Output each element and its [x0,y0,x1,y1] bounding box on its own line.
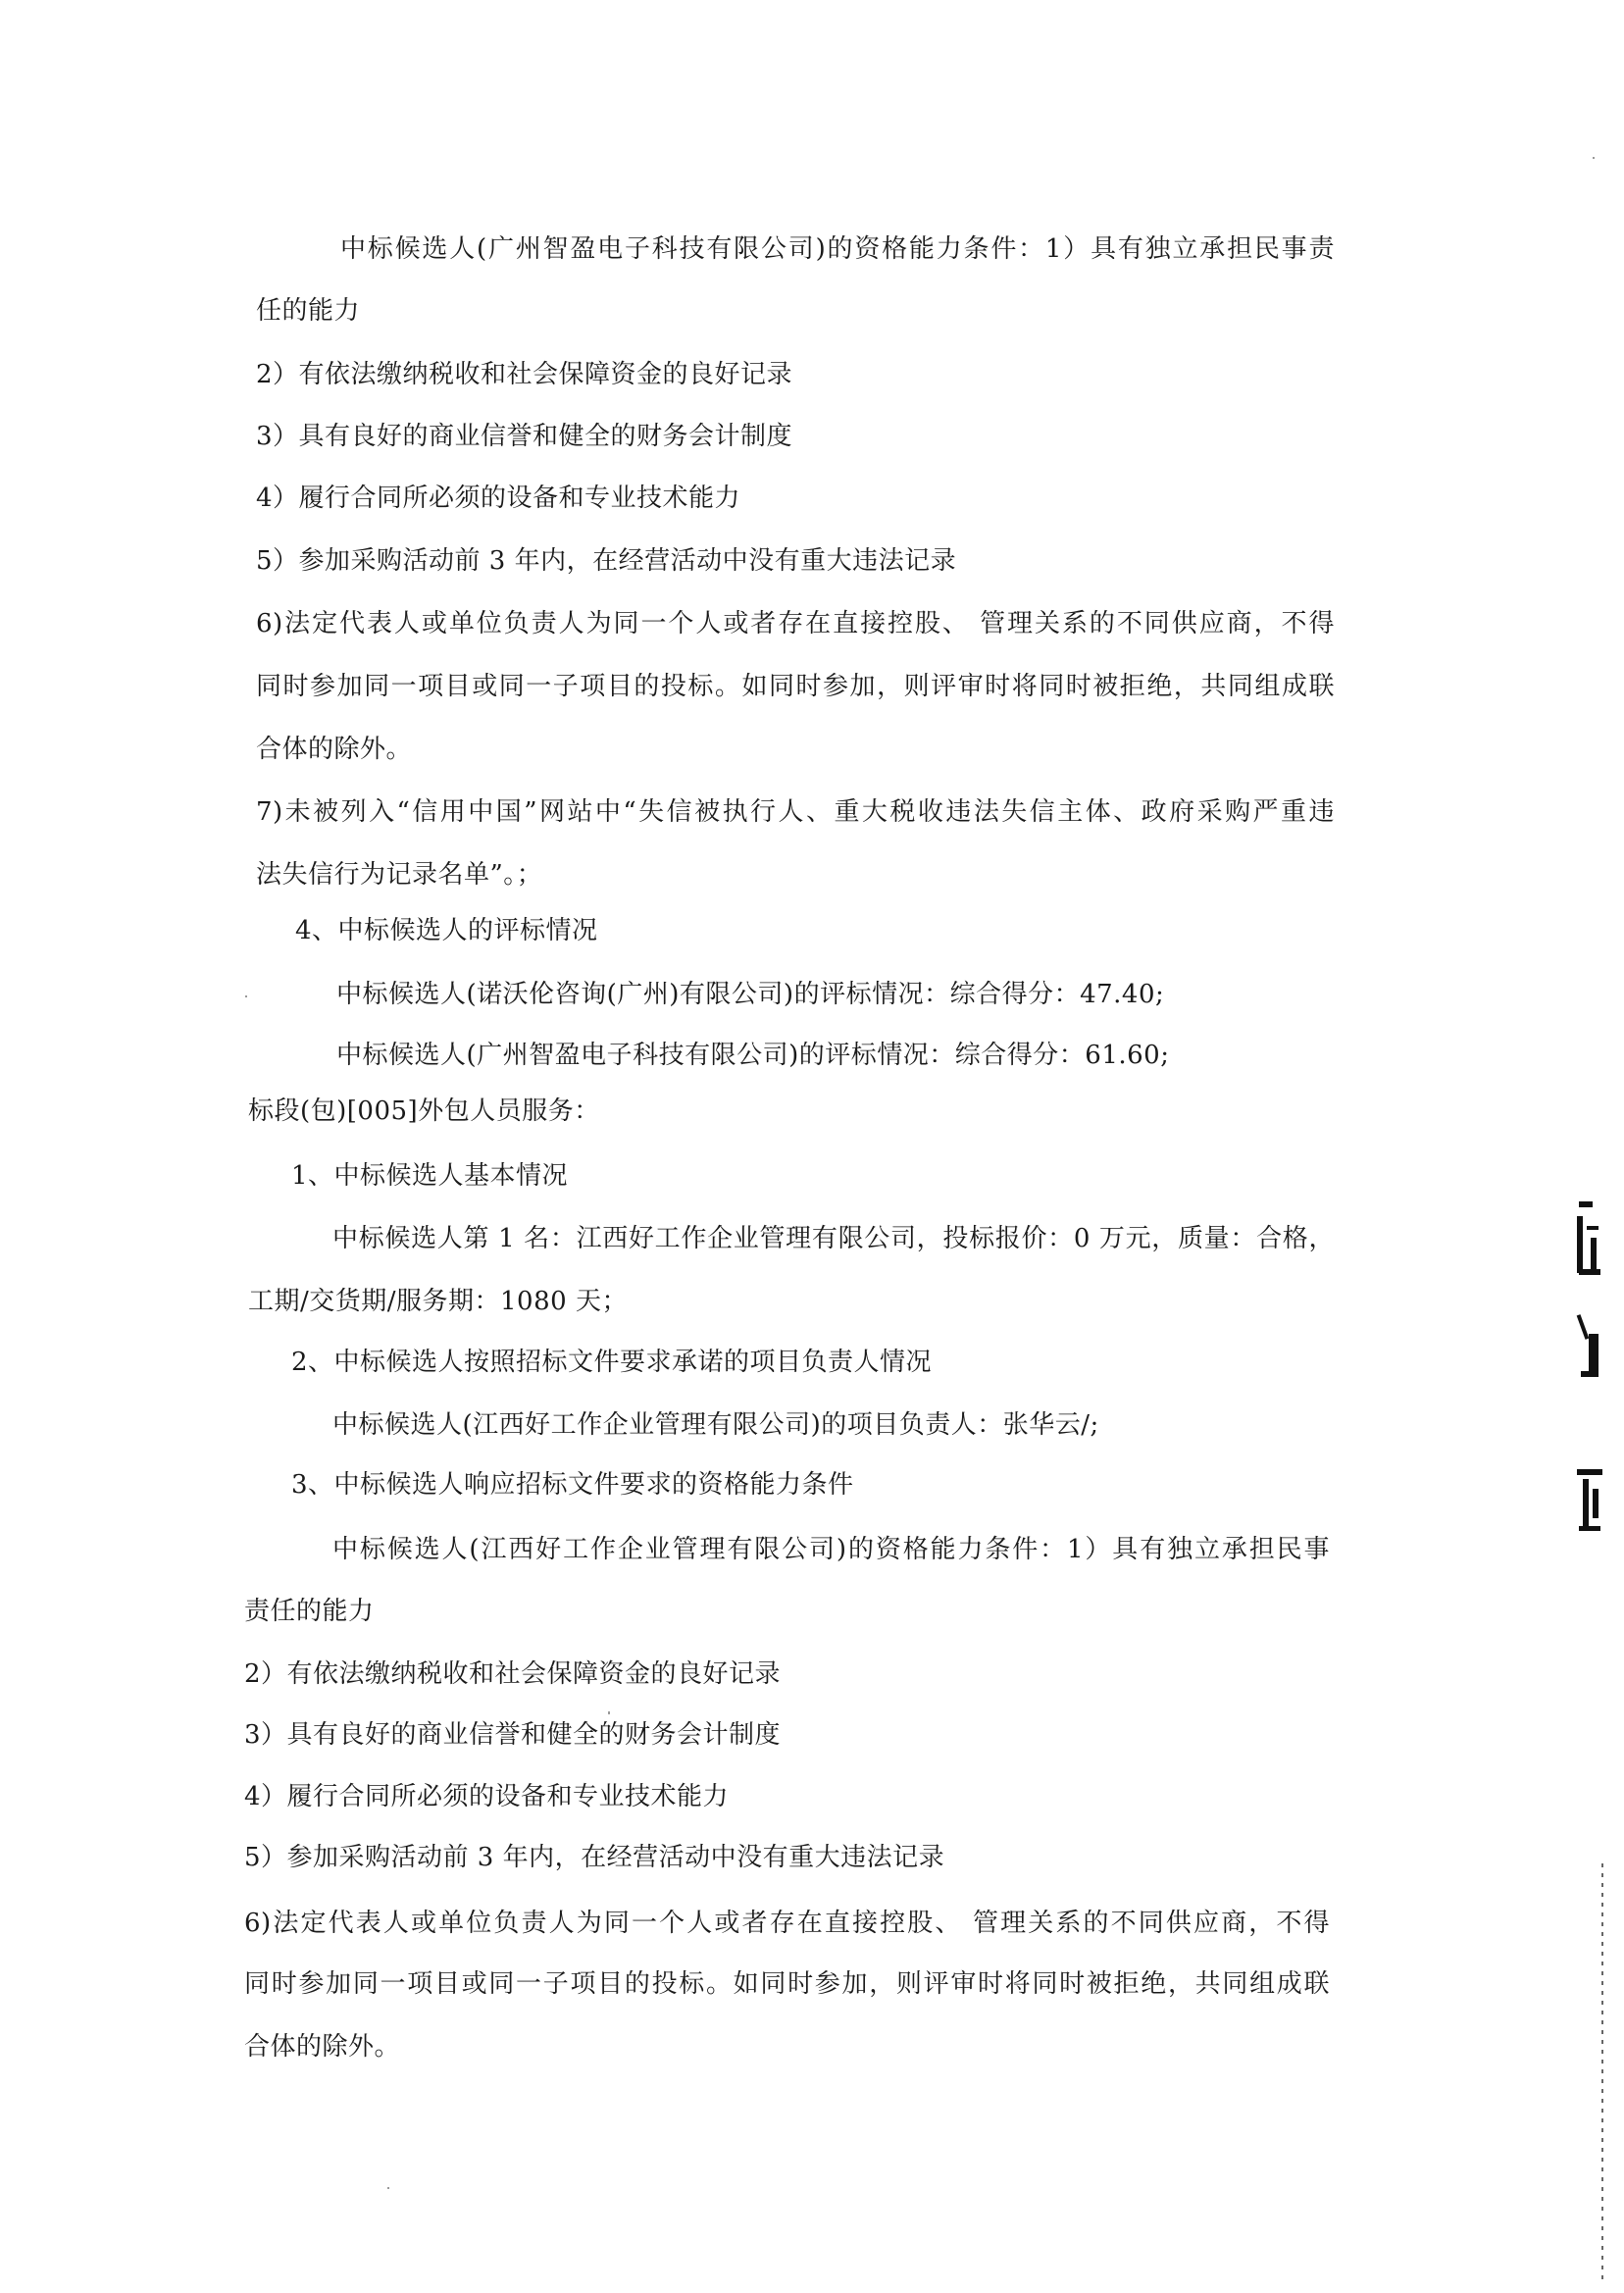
paragraph-line: 6)法定代表人或单位负责人为同一个人或者存在直接控股、 管理关系的不同供应商，不得 [256,609,1335,638]
paragraph-line: 法失信行为记录名单”。； [256,860,543,890]
paragraph-line: 5）参加采购活动前 3 年内，在经营活动中没有重大违法记录 [256,546,957,576]
section-heading: 1、中标候选人基本情况 [291,1161,569,1191]
section-heading: 3、中标候选人响应招标文件要求的资格能力条件 [291,1470,854,1500]
paragraph-line: 合体的除外。 [256,735,413,764]
paragraph-line: 4）履行合同所必须的设备和专业技术能力 [256,484,741,513]
paragraph-line: 工期/交货期/服务期：1080 天； [248,1287,628,1316]
paragraph-line: 中标候选人(江西好工作企业管理有限公司)的项目负责人：张华云/; [332,1410,1099,1440]
section-heading: 4、中标候选人的评标情况 [295,916,598,945]
paragraph-line: 同时参加同一项目或同一子项目的投标。如同时参加，则评审时将同时被拒绝，共同组成联 [256,672,1335,701]
paragraph-line: 中标候选人(广州智盈电子科技有限公司)的评标情况：综合得分：61.60; [336,1041,1170,1070]
paragraph-line: 中标候选人(江西好工作企业管理有限公司)的资格能力条件：1）具有独立承担民事 [332,1535,1330,1564]
paragraph-line: 7)未被列入“信用中国”网站中“失信被执行人、重大税收违法失信主体、政府采购严重违 [256,797,1335,827]
paragraph-line: 责任的能力 [244,1597,375,1626]
paragraph-line: 中标候选人(广州智盈电子科技有限公司)的资格能力条件：1）具有独立承担民事责 [340,234,1335,264]
section-heading: 2、中标候选人按照招标文件要求承诺的项目负责人情况 [291,1348,933,1377]
paragraph-line: 6)法定代表人或单位负责人为同一个人或者存在直接控股、 管理关系的不同供应商，不得 [244,1909,1330,1938]
paragraph-line: 4）履行合同所必须的设备和专业技术能力 [244,1782,730,1811]
paragraph-line: 3）具有良好的商业信誉和健全的财务会计制度 [256,422,793,451]
paragraph-line: 中标候选人(诺沃伦咨询(广州)有限公司)的评标情况：综合得分：47.40; [336,980,1165,1009]
paragraph-line: 5）参加采购活动前 3 年内，在经营活动中没有重大违法记录 [244,1843,945,1872]
paragraph-line: 中标候选人第 1 名：江西好工作企业管理有限公司，投标报价：0 万元，质量：合格， [332,1224,1335,1253]
paragraph-line: 3）具有良好的商业信誉和健全的财务会计制度 [244,1720,782,1750]
paragraph-line: 同时参加同一项目或同一子项目的投标。如同时参加，则评审时将同时被拒绝，共同组成联 [244,1969,1330,1999]
paragraph-line: 任的能力 [256,296,361,326]
paragraph-line: 合体的除外。 [244,2032,401,2062]
lot-heading: 标段(包)[005]外包人员服务： [248,1096,600,1126]
paragraph-line: 2）有依法缴纳税收和社会保障资金的良好记录 [244,1659,782,1689]
paragraph-line: 2）有依法缴纳税收和社会保障资金的良好记录 [256,360,793,389]
